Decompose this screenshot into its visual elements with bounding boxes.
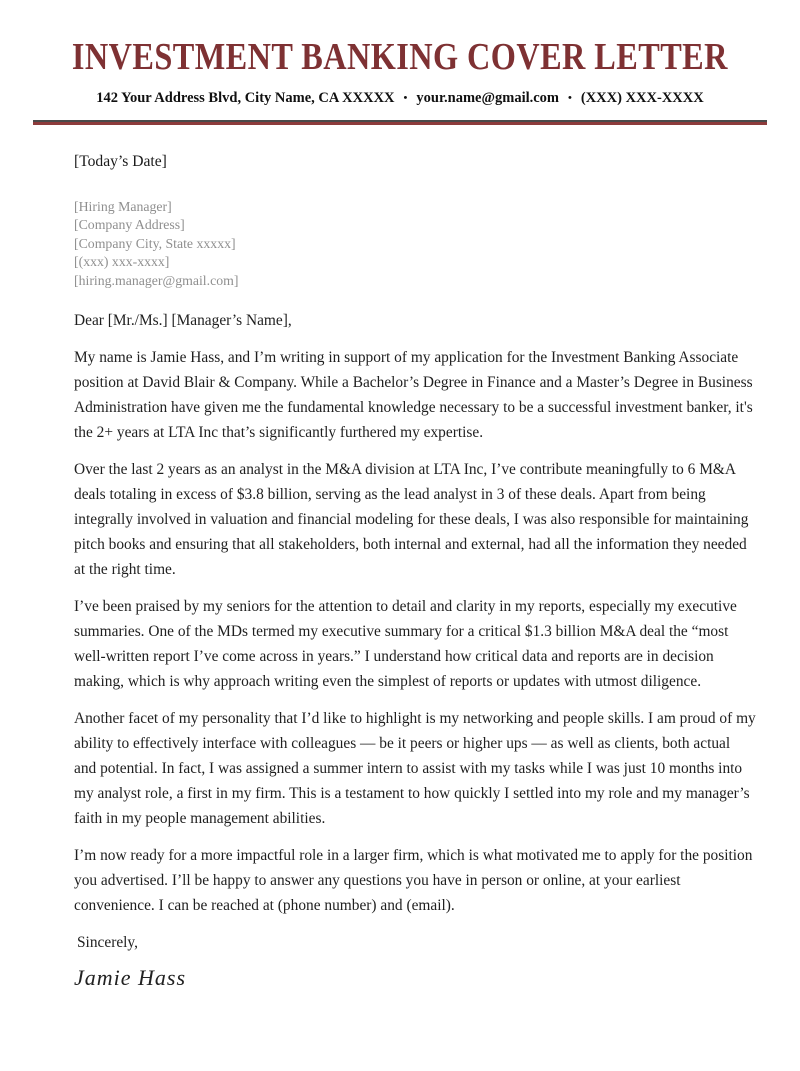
paragraph-people-skills: Another facet of my personality that I’d like to highlight is my networking and people skills. I am proud of my ability to effectively interface with colleagues — be it peers or higher ups — as well as clients, both actual and potential. In fact, I was assigned a summer intern to assist with my tasks while I was just 10 months into my analyst role, a first in my firm. This is a testament to how quickly I settled into my role and my manager’s faith in my people management abilities.	[74, 710, 756, 828]
recipient-line-phone: [(xxx) xxx-xxxx]	[74, 254, 170, 270]
paragraph-reports: I’ve been praised by my seniors for the attention to detail and clarity in my reports, especially my executive summaries. One of the MDs termed my executive summary for a critical $1.3 billion M&A deal the “most well-written report I’ve come across in years.” I understand how critical data and reports are in decision making, which is why approach writing even the simplest of reports or updates with utmost diligence.	[74, 598, 737, 691]
bullet-separator-icon: •	[403, 91, 408, 104]
page-title-text: INVESTMENT BANKING COVER LETTER	[71, 36, 729, 78]
contact-phone: (XXX) XXX-XXXX	[580, 89, 704, 106]
salutation: Dear [Mr./Ms.] [Manager’s Name],	[74, 312, 292, 330]
letter-header	[0, 36, 800, 125]
recipient-block	[74, 198, 756, 291]
contact-address: 142 Your Address Blvd, City Name, CA XXXXX	[96, 89, 395, 106]
paragraph-intro: My name is Jamie Hass, and I’m writing in support of my application for the Investment Banking Associate position at David Blair & Company. While a Bachelor’s Degree in Finance and a Master’s Degree in Business Administration have given me the fundamental knowledge necessary to be a successful investment banker, it's the 2+ years at LTA Inc that’s significantly furthered my expertise.	[74, 349, 753, 442]
contact-email: your.name@gmail.com	[416, 89, 560, 106]
recipient-line-hiring-manager: [Hiring Manager]	[74, 198, 172, 214]
recipient-line-company-city: [Company City, State xxxxx]	[74, 235, 236, 251]
recipient-line-email: [hiring.manager@gmail.com]	[74, 272, 239, 288]
cover-letter-page	[0, 36, 800, 1071]
date-placeholder: [Today’s Date]	[74, 152, 167, 170]
page-title	[0, 36, 800, 80]
letter-body	[0, 125, 800, 991]
bullet-separator-icon: •	[568, 91, 572, 104]
contact-line	[0, 90, 800, 107]
recipient-line-company-address: [Company Address]	[74, 217, 185, 233]
paragraph-experience: Over the last 2 years as an analyst in the M&A division at LTA Inc, I’ve contribute meaningfully to 6 M&A deals totaling in excess of $3.8 billion, serving as the lead analyst in 3 of these deals. Apart from being integrally involved in valuation and financial modeling for these deals, I was also responsible for maintaining pitch books and ensuring that all stakeholders, both internal and external, had all the information they needed at the right time.	[74, 461, 749, 579]
signature: Jamie Hass	[74, 965, 187, 991]
closing: Sincerely,	[77, 934, 138, 952]
paragraph-call-to-action: I’m now ready for a more impactful role in a larger firm, which is what motivated me to apply for the position you advertised. I’ll be happy to answer any questions you have in person or online, at your earliest convenience. I can be reached at (phone number) and (email).	[74, 847, 753, 915]
